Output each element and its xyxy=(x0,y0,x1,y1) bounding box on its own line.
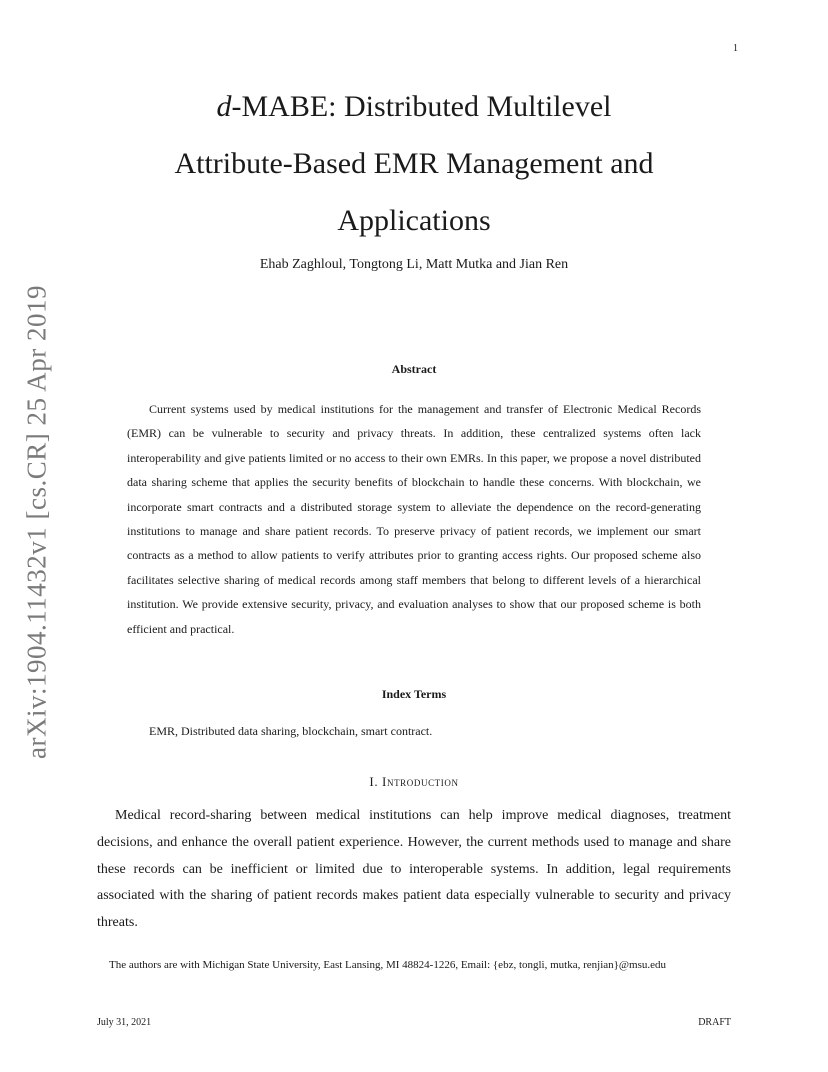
author-affiliation-footnote: The authors are with Michigan State University, East Lansing, MI 48824-1226, Email: {ebz, tongli, mutka, renjian}@msu.edu xyxy=(109,959,667,971)
paper-title xyxy=(100,78,728,249)
arxiv-identifier-stamp: arXiv:1904.11432v1 [cs.CR] 25 Apr 2019 xyxy=(21,285,52,759)
abstract-heading: Abstract xyxy=(391,362,437,376)
title-line-1-text: -MABE: Distributed Multilevel xyxy=(231,90,612,123)
index-terms-heading: Index Terms xyxy=(381,687,447,701)
title-line-3: Applications xyxy=(337,204,491,237)
section-title: Introduction xyxy=(382,774,459,789)
section-heading-introduction xyxy=(100,774,728,790)
title-italic-prefix: d xyxy=(216,90,232,123)
index-terms-body: EMR, Distributed data sharing, blockchain, smart contract. xyxy=(149,724,433,738)
section-number: I. xyxy=(369,774,383,789)
author-list: Ehab Zaghloul, Tongtong Li, Matt Mutka and Jian Ren xyxy=(259,257,569,272)
title-line-1 xyxy=(100,78,728,135)
title-line-2: Attribute-Based EMR Management and xyxy=(174,147,654,180)
introduction-paragraph: Medical record-sharing between medical institutions can help improve medical diagnoses, treatment decisions, and enhance the overall patient experience. However, the current methods used to manage and share these records can be inefficient or limited due to interoperable systems. In addition, legal requirements associated with the sharing of patient records makes patient data especially vulnerable to security and privacy threats. xyxy=(97,808,731,931)
abstract-body: Current systems used by medical institutions for the management and transfer of Electronic Medical Records (EMR) can be vulnerable to security and privacy threats. In addition, these centralized systems often lack interoperability and give patients limited or no access to their own EMRs. In this paper, we propose a novel distributed data sharing scheme that applies the security benefits of blockchain to handle these concerns. With blockchain, we incorporate smart contracts and a distributed storage system to alleviate the dependence on the record-generating institutions to manage and share patient records. To preserve privacy of patient records, we implement our smart contracts as a method to allow patients to verify attributes prior to granting access rights. Our proposed scheme also facilitates selective sharing of medical records among staff members that belong to different levels of a hierarchical institution. We provide extensive security, privacy, and evaluation analyses to show that our proposed scheme is both efficient and practical. xyxy=(127,402,701,636)
footer-draft-label: DRAFT xyxy=(698,1017,731,1028)
page-number: 1 xyxy=(733,43,738,54)
footer-date: July 31, 2021 xyxy=(97,1017,152,1028)
